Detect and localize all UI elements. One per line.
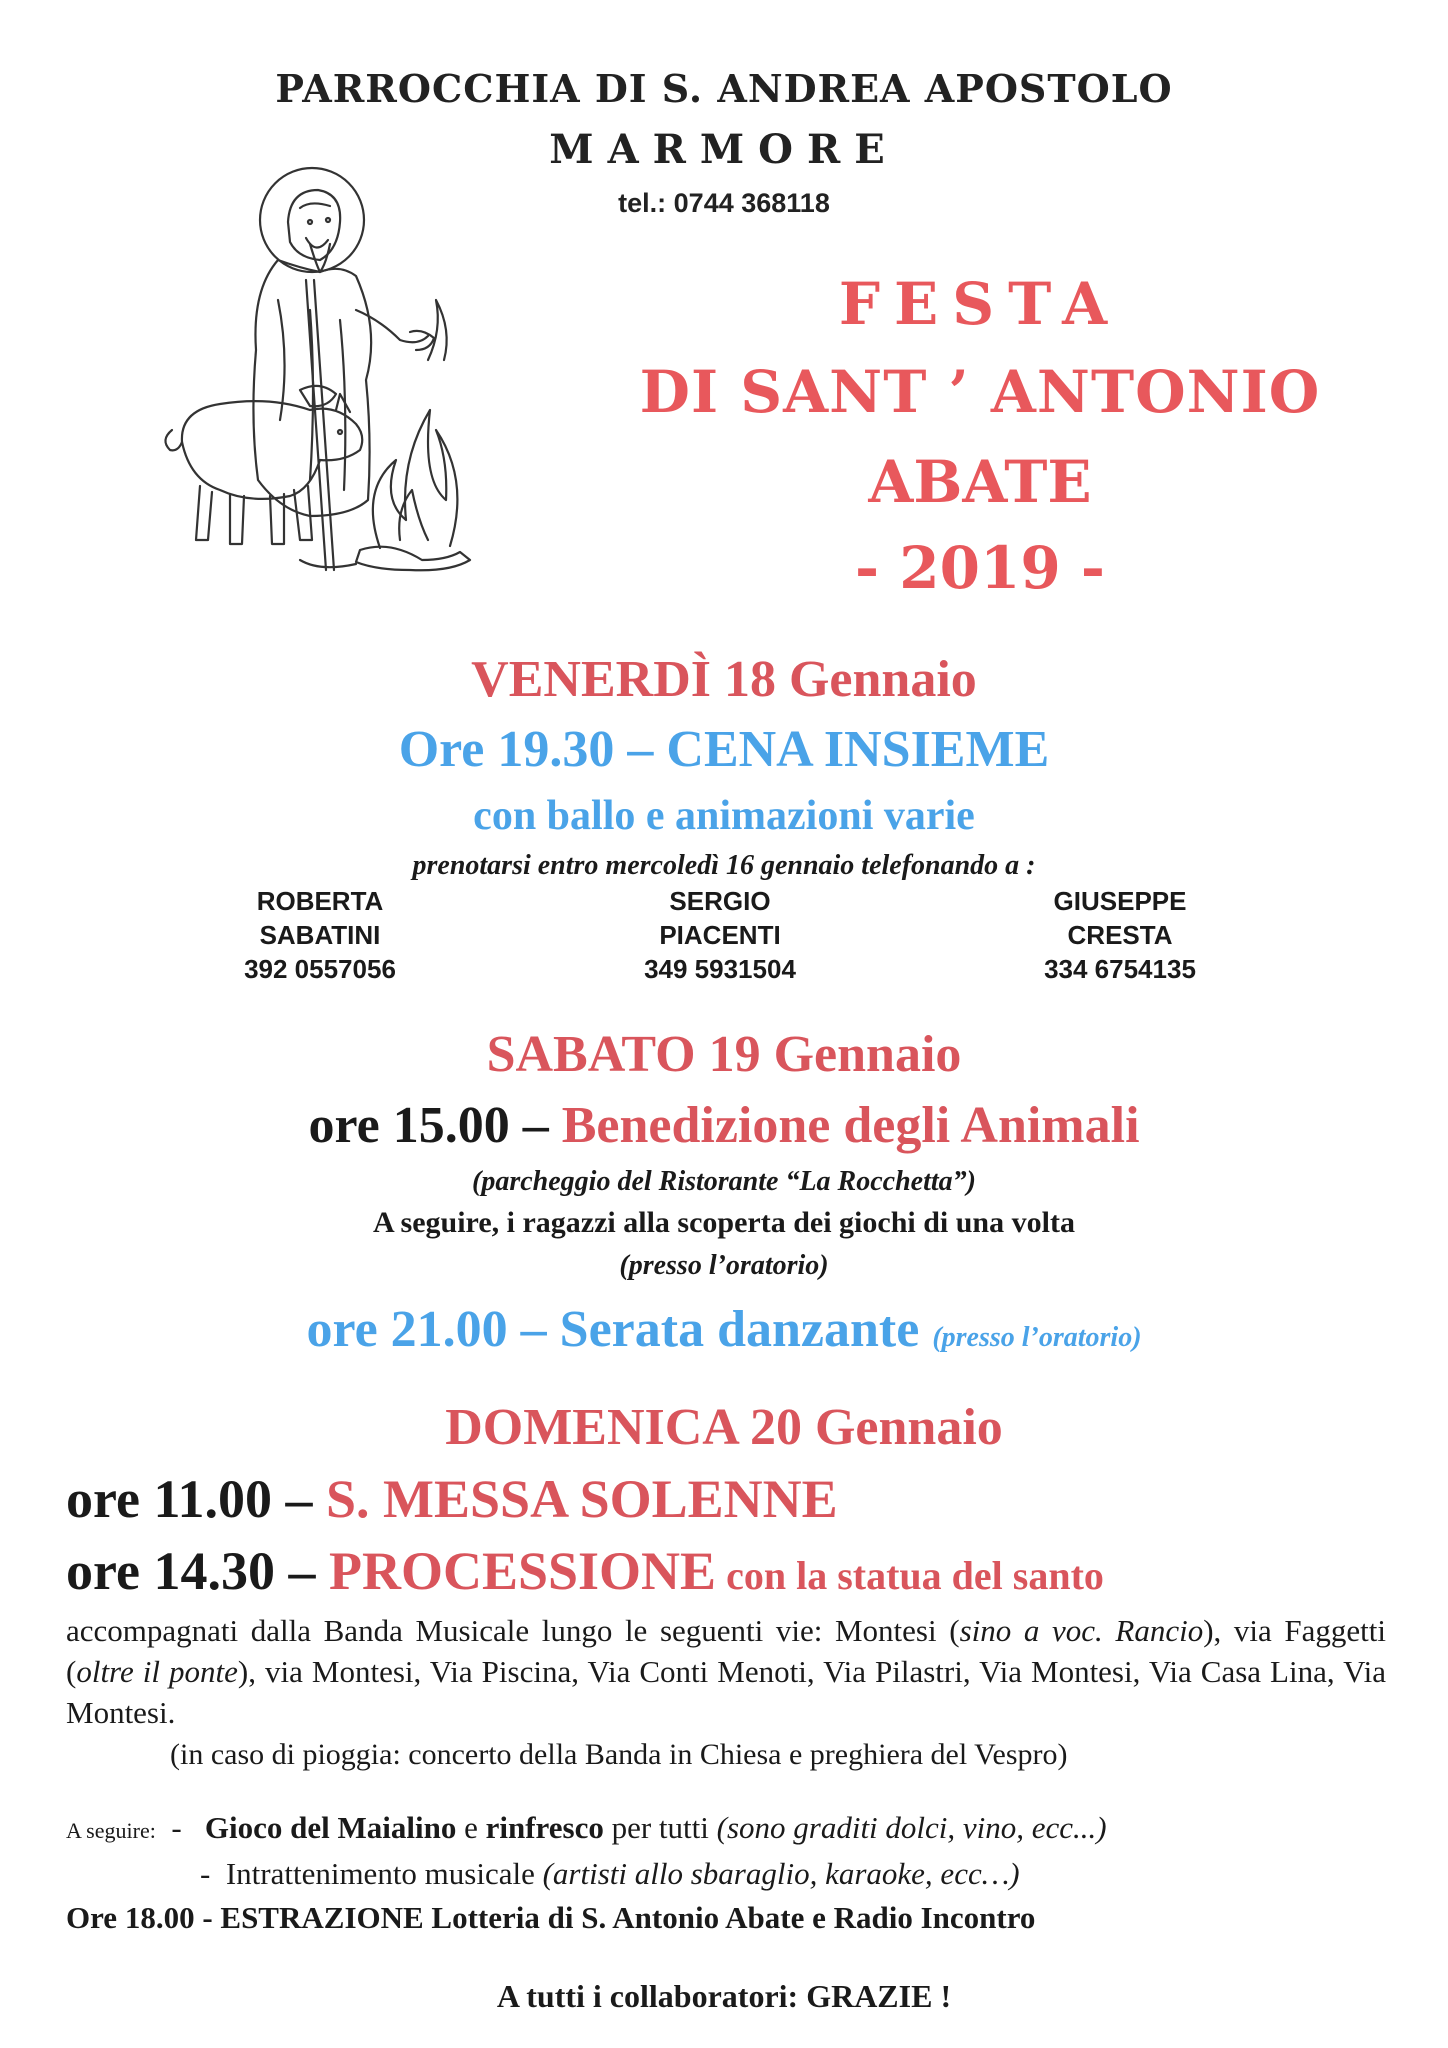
festa-title-year: - 2019 - <box>855 534 1105 602</box>
contact-giuseppe <box>990 884 1250 986</box>
friday-event: Ore 19.30 – CENA INSIEME <box>398 721 1050 778</box>
route-text: accompagnati dalla Banda Musicale lungo le seguenti vie: Montesi ( <box>66 1613 960 1648</box>
contact-phone: 349 5931504 <box>644 954 796 984</box>
contact-first-name: ROBERTA <box>256 886 384 916</box>
saturday-blessing: Benedizione degli Animali <box>561 1097 1140 1154</box>
festa-title-line3: ABATE <box>868 448 1092 516</box>
route-italic: oltre il ponte <box>76 1654 238 1689</box>
saturday-heading: SABATO 19 Gennaio <box>486 1026 962 1083</box>
parish-phone: tel.: 0744 368118 <box>618 188 830 218</box>
festa-title-line1: FESTA <box>838 270 1122 338</box>
sunday-heading: DOMENICA 20 Gennaio <box>445 1399 1003 1456</box>
saint-anthony-illustration <box>160 160 510 600</box>
contact-first-name: SERGIO <box>669 886 771 916</box>
pig-game: Gioco del Maialino <box>204 1810 457 1845</box>
friday-subtitle: con ballo e animazioni varie <box>473 793 975 839</box>
thanks-line: A tutti i collaboratori: GRAZIE ! <box>496 1978 952 2014</box>
after-label: A seguire: <box>66 1818 156 1843</box>
saturday-follow-place: (presso l’oratorio) <box>619 1250 829 1281</box>
friday-booking-note: prenotarsi entro mercoledì 16 gennaio telefonando a : <box>412 850 1036 881</box>
after-italic: (sono graditi dolci, vino, ecc...) <box>716 1810 1107 1845</box>
sunday-mass <box>66 1468 838 1530</box>
contact-first-name: GIUSEPPE <box>1053 886 1187 916</box>
town-name: MARMORE <box>549 126 899 173</box>
procession-route <box>66 1610 1386 1733</box>
saturday-dance: ore 21.00 – Serata danzante <box>306 1301 920 1358</box>
contact-sergio <box>600 884 840 986</box>
saturday-evening <box>0 1300 1448 1359</box>
dash: - <box>163 1810 198 1845</box>
sunday-time1: ore 11.00 – <box>66 1469 326 1529</box>
contact-last-name: CRESTA <box>1067 920 1173 950</box>
after-plain: per tutti <box>603 1810 717 1845</box>
after-mid: e <box>456 1810 486 1845</box>
friday-heading: VENERDÌ 18 Gennaio <box>471 651 977 708</box>
sunday-procession <box>66 1540 1104 1602</box>
lottery-line: Ore 18.00 - ESTRAZIONE Lotteria di S. Antonio Abate e Radio Incontro <box>66 1900 1036 1935</box>
contact-roberta <box>200 884 440 986</box>
saturday-follow: A seguire, i ragazzi alla scoperta dei giochi di una volta <box>373 1206 1075 1239</box>
saturday-dance-place: (presso l’oratorio) <box>932 1322 1142 1353</box>
sunday-procession-tail: con la statua del santo <box>716 1553 1104 1598</box>
parish-name: PARROCCHIA DI S. ANDREA APOSTOLO <box>275 66 1173 111</box>
route-text: ), via Faggetti ( <box>66 1613 1386 1689</box>
saturday-place1: (parcheggio del Ristorante “La Rocchetta”) <box>472 1166 976 1197</box>
saturday-event1 <box>0 1096 1448 1155</box>
sunday-time2: ore 14.30 – <box>66 1541 329 1601</box>
after-line1 <box>66 1810 1107 1846</box>
festa-title-line2: DI SANT ’ ANTONIO <box>639 358 1321 426</box>
contact-last-name: SABATINI <box>259 920 381 950</box>
contact-last-name: PIACENTI <box>659 920 781 950</box>
music-italic: (artisti allo sbaraglio, karaoke, ecc…) <box>542 1856 1020 1891</box>
route-italic: sino a voc. Rancio <box>959 1613 1204 1648</box>
dash: - <box>200 1856 226 1891</box>
sunday-procession-title: PROCESSIONE <box>328 1541 717 1601</box>
saturday-time1: ore 15.00 – <box>308 1097 562 1154</box>
rain-note: (in caso di pioggia: concerto della Banda in Chiesa e preghiera del Vespro) <box>170 1738 1068 1771</box>
contact-phone: 392 0557056 <box>244 954 396 984</box>
sunday-mass-title: S. MESSA SOLENNE <box>325 1469 838 1529</box>
route-text: ), via Montesi, Via Piscina, Via Conti Menoti, Via Pilastri, Via Montesi, Via Casa Lina, Via Montesi. <box>66 1654 1386 1730</box>
refreshment: rinfresco <box>485 1810 604 1845</box>
music-plain: Intrattenimento musicale <box>225 1856 543 1891</box>
after-line2 <box>200 1856 1020 1892</box>
contact-phone: 334 6754135 <box>1044 954 1196 984</box>
